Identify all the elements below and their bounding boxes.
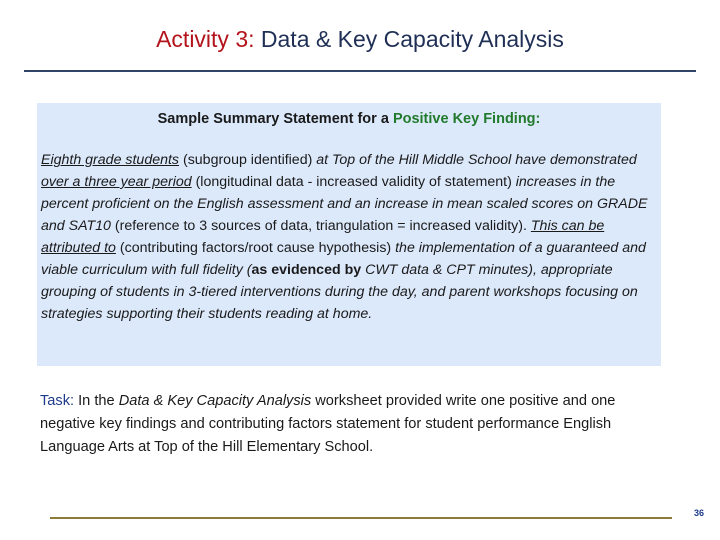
implementation-phrase: the implementation of a guaranteed and viable curriculum with full fidelity ( (41, 240, 646, 278)
task-text-1: In the (74, 393, 119, 409)
subgroup-note: (subgroup identified) (179, 152, 317, 168)
top-divider (24, 70, 696, 72)
summary-heading-start: Sample Summary Statement for a (157, 111, 393, 127)
task-text-2: worksheet provided write one positive and one negative key findings and contributing factors statement for student performance English Language Arts at Top of the Hill Elementary School. (40, 393, 616, 455)
summary-box (37, 103, 661, 366)
summary-heading-accent: Positive Key Finding: (392, 111, 541, 127)
task-worksheet-name: Data & Key Capacity Analysis (118, 393, 312, 409)
evidence-detail: CWT data & CPT minutes), appropriate grouping of students in 3-tiered interventions during the day, and parent workshops focusing on strategies supporting their students reading at home. (41, 262, 638, 322)
attributed-phrase: This can be attributed to (41, 218, 605, 256)
title-prefix: Activity 3: (156, 26, 255, 52)
evidenced-phrase: as evidenced by (251, 262, 362, 278)
increase-phrase: increases in the percent proficient on the English assessment and an increase in mean scaled scores on GRADE and SAT10 (41, 174, 648, 234)
longitudinal-note: (longitudinal data - increased validity of statement) (191, 174, 516, 190)
summary-statement (41, 149, 657, 325)
subgroup-phrase: Eighth grade students (41, 152, 180, 168)
page-number: 36 (694, 508, 705, 518)
summary-heading (41, 111, 657, 127)
school-phrase: at Top of the Hill Middle School have demonstrated (316, 152, 637, 168)
task-label: Task: (40, 393, 75, 409)
title-main: Data & Key Capacity Analysis (260, 26, 564, 52)
triangulation-note: (reference to 3 sources of data, triangulation = increased validity). (110, 218, 531, 234)
hypothesis-note: (contributing factors/root cause hypothesis) (115, 240, 396, 256)
slide-title (0, 26, 720, 53)
task-paragraph (40, 390, 650, 459)
period-phrase: over a three year period (41, 174, 192, 190)
footer-divider (50, 517, 672, 519)
